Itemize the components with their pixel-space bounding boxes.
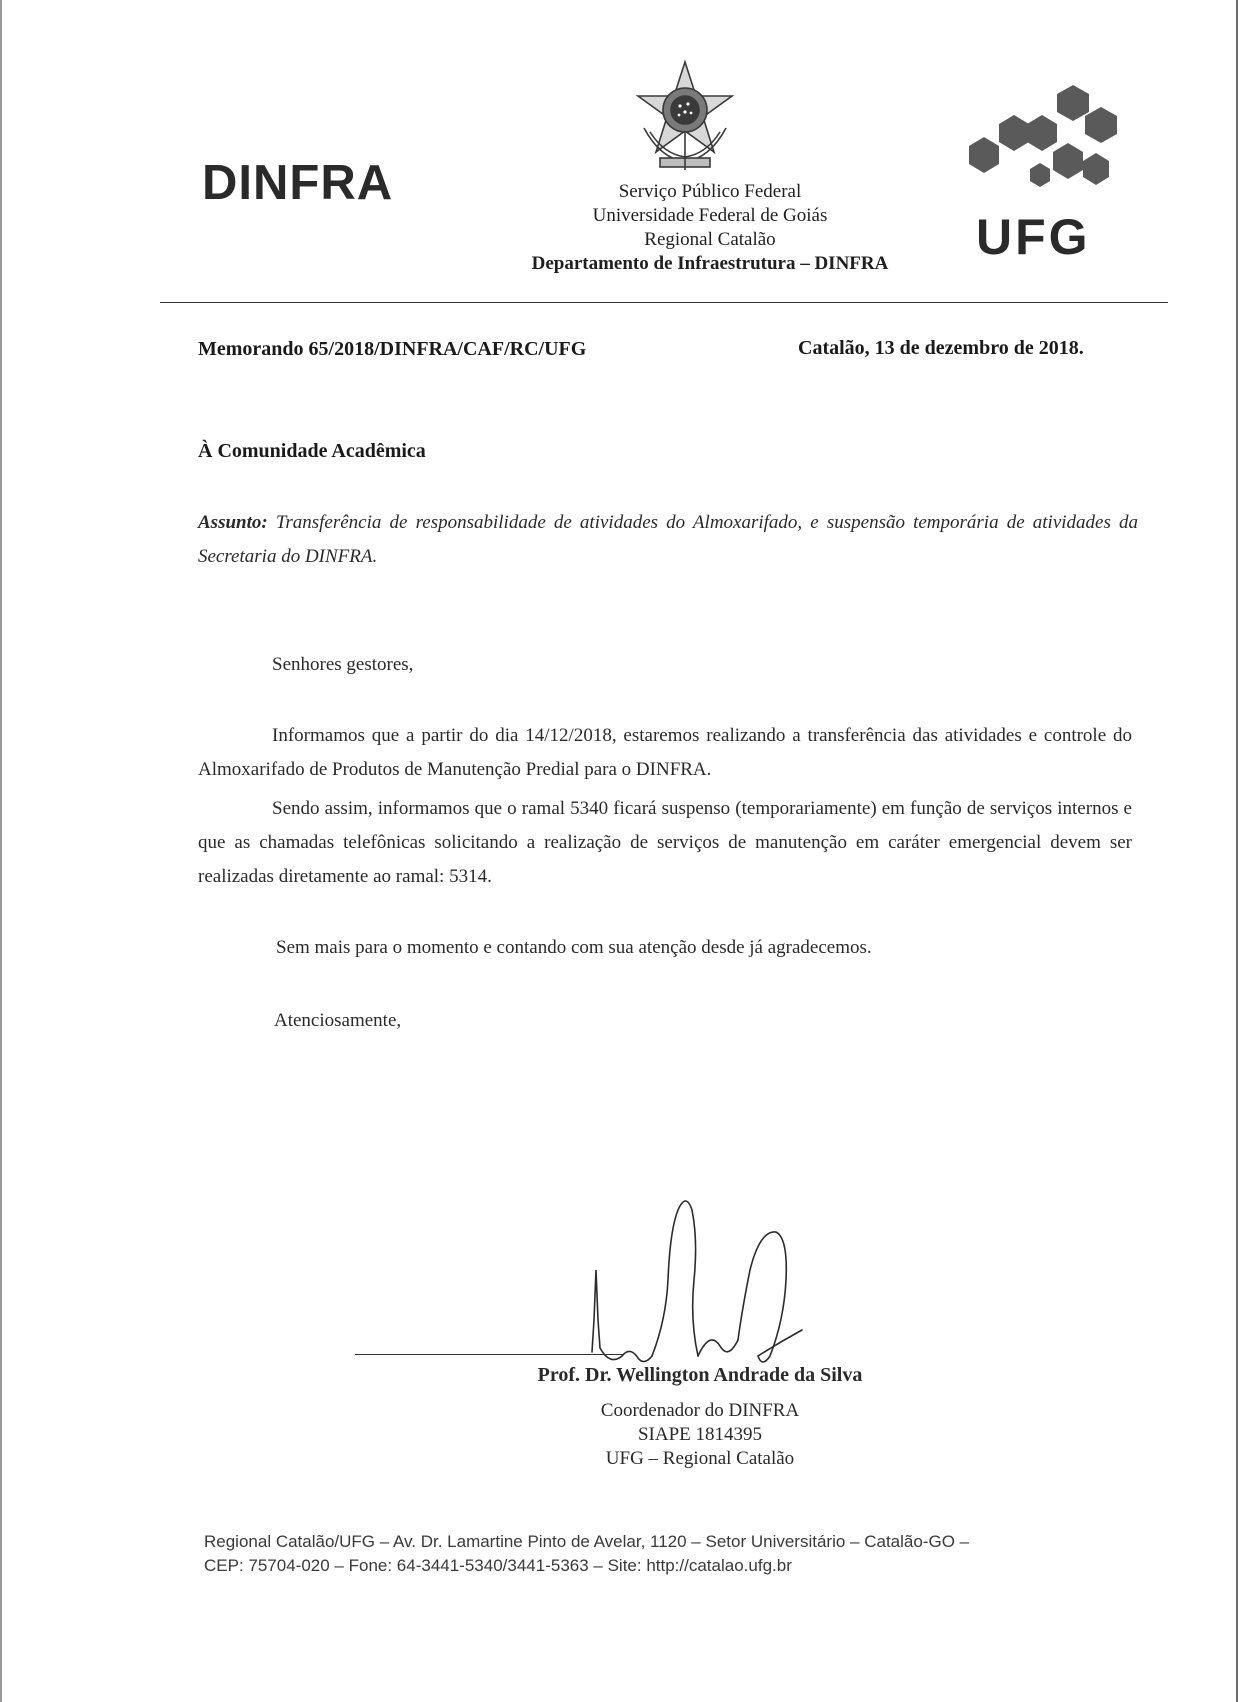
memo-greeting: Senhores gestores, — [272, 654, 414, 675]
header-line-department: Departamento de Infraestrutura – DINFRA — [531, 253, 889, 274]
subject-text: Transferência de responsabilidade de atividades do Almoxarifado, e suspensão temporária de atividades da Secretaria do DINFRA. — [198, 512, 1138, 567]
header-line-regional: Regional Catalão — [644, 229, 776, 250]
signer-role: Coordenador do DINFRA — [600, 1400, 800, 1421]
ufg-logo-text: UFG — [976, 209, 1091, 265]
memo-date: Catalão, 13 de dezembro de 2018. — [798, 337, 1084, 359]
signer-siape: SIAPE 1814395 — [637, 1424, 763, 1445]
signer-unit: UFG – Regional Catalão — [605, 1448, 795, 1469]
body-paragraph: Informamos que a partir do dia 14/12/2018, estaremos realizando a transferência das atividades e controle do Almoxarifado de Produtos de Manutenção Predial para o DINFRA. — [198, 725, 1132, 780]
scan-edge-left — [0, 0, 2, 1702]
header-line-federal: Serviço Público Federal — [618, 181, 802, 202]
header-divider — [160, 302, 1168, 303]
dinfra-logo: DINFRA — [202, 156, 394, 210]
memo-recipient: À Comunidade Acadêmica — [198, 440, 426, 462]
header-line-university: Universidade Federal de Goiás — [592, 205, 828, 226]
memo-subject — [198, 506, 1138, 574]
footer-address — [204, 1530, 1084, 1578]
subject-label: Assunto: — [198, 512, 268, 533]
coat-of-arms-icon — [630, 58, 740, 176]
footer-line: Regional Catalão/UFG – Av. Dr. Lamartine Pinto de Avelar, 1120 – Setor Universitário – Catalão-GO – — [204, 1532, 970, 1551]
signer-block — [400, 1363, 1000, 1471]
signer-name: Prof. Dr. Wellington Andrade da Silva — [537, 1364, 863, 1386]
sign-off: Atenciosamente, — [274, 1010, 402, 1031]
ufg-hexagon-icon — [968, 85, 1118, 189]
handwritten-signature — [580, 1170, 840, 1380]
memo-reference: Memorando 65/2018/DINFRA/CAF/RC/UFG — [198, 338, 587, 360]
institution-header — [460, 180, 960, 276]
signature-line — [355, 1354, 623, 1355]
body-paragraph: Sendo assim, informamos que o ramal 5340 ficará suspenso (temporariamente) em função de serviços internos e que as chamadas telefônicas solicitando a realização de serviços de manutenção em caráter emergencial devem ser realizadas diretamente ao ramal: 5314. — [198, 798, 1132, 887]
closing-line: Sem mais para o momento e contando com sua atenção desde já agradecemos. — [276, 937, 872, 958]
footer-line: CEP: 75704-020 – Fone: 64-3441-5340/3441-5363 – Site: http://catalao.ufg.br — [204, 1556, 792, 1575]
